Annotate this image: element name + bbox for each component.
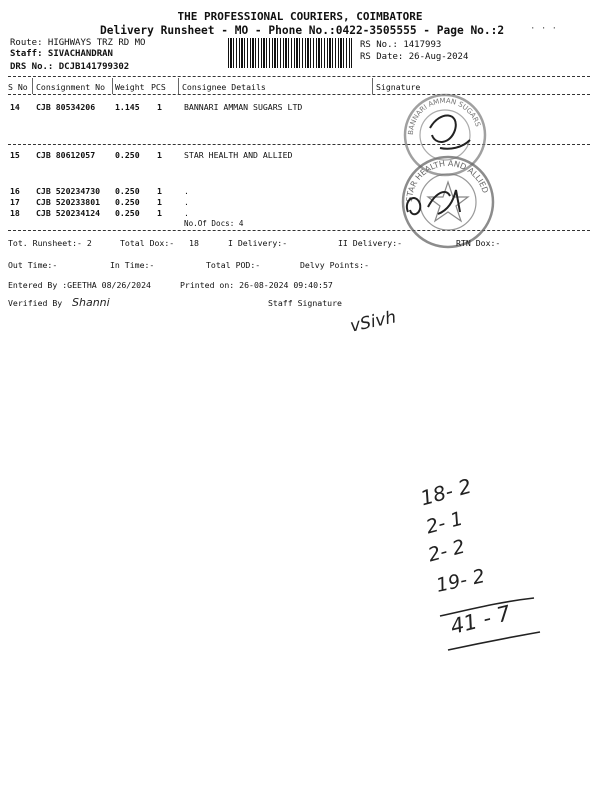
col-weight: Weight	[115, 82, 145, 92]
row-consignee: .	[184, 197, 189, 207]
row-pcs: 1	[157, 197, 162, 207]
i-delivery: I Delivery:-	[228, 238, 288, 248]
row-sno: 16	[10, 186, 20, 196]
printed-on: Printed on: 26-08-2024 09:40:57	[180, 280, 333, 290]
row-weight: 0.250	[115, 208, 140, 218]
drs-number: DRS No.: DCJB141799302	[10, 62, 130, 72]
verified-signature: Shanni	[72, 296, 110, 309]
row-consignment: CJB 520234124	[36, 208, 101, 218]
staff: Staff: SIVACHANDRAN	[10, 49, 113, 59]
row-pcs: 1	[157, 150, 162, 160]
row-sno: 14	[10, 102, 20, 112]
stamp-text: BANNARI AMMAN SUGARS	[406, 96, 482, 136]
tot-runsheet: Tot. Runsheet:- 2	[8, 238, 92, 248]
row-consignment: CJB 80612057	[36, 150, 96, 160]
row-consignee: .	[184, 208, 189, 218]
staff-signature: Staff Signature	[268, 298, 342, 308]
col-sep	[178, 78, 179, 94]
total-dox: Total Dox:- 18	[120, 238, 199, 248]
tally-total: 41 - 7	[448, 600, 514, 640]
col-pcs: PCS	[151, 82, 166, 92]
row-pcs: 1	[157, 102, 162, 112]
runsheet-title: Delivery Runsheet - MO - Phone No.:0422-3505555 - Page No.:2	[100, 24, 505, 37]
row-weight: 0.250	[115, 186, 140, 196]
row-weight: 0.250	[115, 150, 140, 160]
tally-total-underline	[446, 630, 546, 654]
rtn-dox: RTN Dox:-	[456, 238, 501, 248]
rs-date: RS Date: 26-Aug-2024	[360, 52, 469, 62]
route: Route: HIGHWAYS TRZ RD MO	[10, 38, 146, 48]
row-pcs: 1	[157, 208, 162, 218]
company-title: THE PROFESSIONAL COURIERS, COIMBATORE	[177, 10, 423, 23]
page-mark: · · ·	[530, 24, 558, 34]
row-sno: 15	[10, 150, 20, 160]
divider	[8, 76, 590, 77]
col-sep	[112, 78, 113, 94]
tally-line: 2- 2	[425, 535, 468, 567]
rs-number: RS No.: 1417993	[360, 40, 442, 50]
col-consignment: Consignment No	[36, 82, 106, 92]
tally-line: 18- 2	[417, 473, 474, 511]
in-time: In Time:-	[110, 260, 155, 270]
row-sno: 17	[10, 197, 20, 207]
col-sno: S No	[8, 82, 28, 92]
tally-line: 2- 1	[423, 507, 466, 539]
out-time: Out Time:-	[8, 260, 58, 270]
total-pod: Total POD:-	[206, 260, 261, 270]
col-signature: Signature	[376, 82, 421, 92]
star-health-stamp	[398, 152, 501, 252]
row-consignment: CJB 520233801	[36, 197, 101, 207]
divider	[8, 144, 590, 145]
row-weight: 1.145	[115, 102, 140, 112]
row-consignment: CJB 80534206	[36, 102, 96, 112]
row-sno: 18	[10, 208, 20, 218]
row-consignee: .	[184, 186, 189, 196]
verified-by: Verified By	[8, 298, 63, 308]
row-consignment: CJB 520234730	[36, 186, 101, 196]
entered-by: Entered By :GEETHA 08/26/2024	[8, 280, 151, 290]
ii-delivery: II Delivery:-	[338, 238, 403, 248]
delvy-points: Delvy Points:-	[300, 260, 370, 270]
row-pcs: 1	[157, 186, 162, 196]
divider	[8, 230, 590, 231]
stamp-text: STAR HEALTH AND ALLIED	[404, 158, 490, 203]
col-consignee: Consignee Details	[182, 82, 266, 92]
staff-signature-mark: vSivh	[348, 307, 398, 337]
tally-line: 19- 2	[434, 565, 487, 597]
col-sep	[32, 78, 33, 94]
divider	[8, 94, 590, 95]
col-sep	[372, 78, 373, 94]
row-consignee: BANNARI AMMAN SUGARS LTD	[184, 102, 303, 112]
row-consignee: STAR HEALTH AND ALLIED	[184, 150, 293, 160]
barcode	[228, 38, 352, 68]
row-weight: 0.250	[115, 197, 140, 207]
no-of-docs: No.Of Docs: 4	[184, 219, 244, 228]
